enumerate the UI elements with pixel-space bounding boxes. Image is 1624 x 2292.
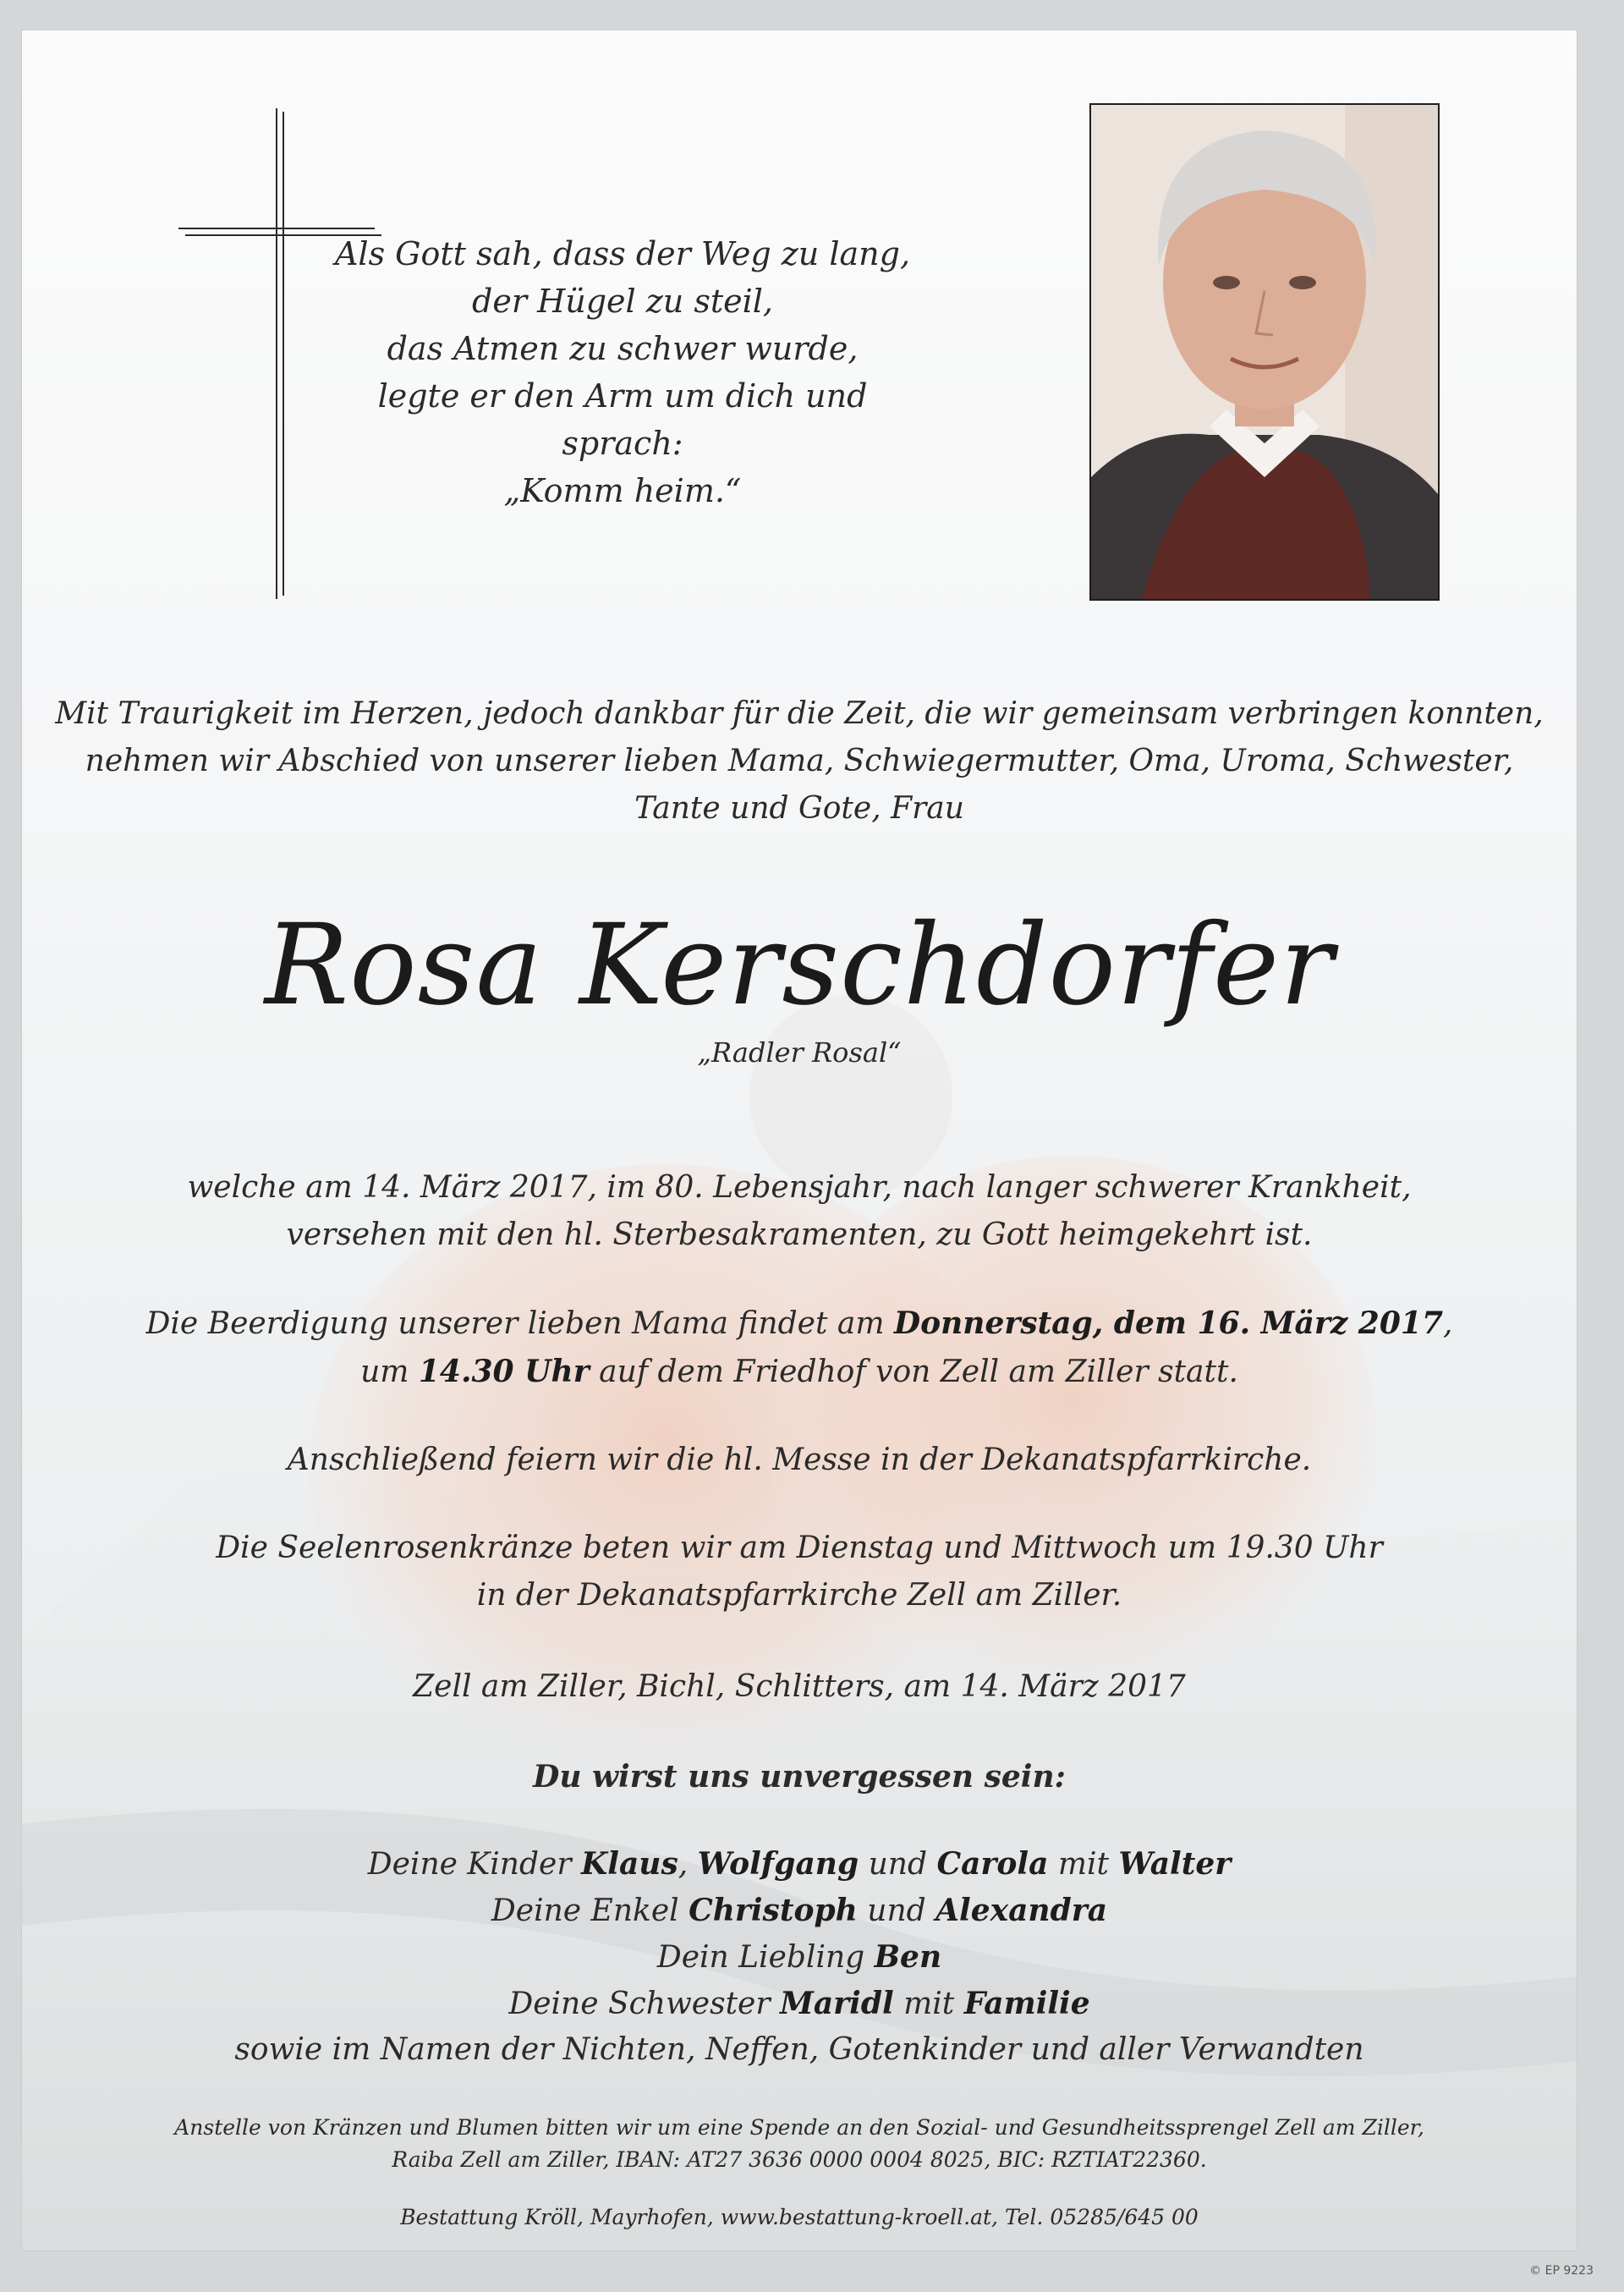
funeral-info <box>22 1300 1577 1396</box>
place-date: Zell am Ziller, Bichl, Schlitters, am 14. März 2017 <box>413 1669 1186 1704</box>
poem-line: legte er den Arm um dich und sprach: <box>377 377 868 462</box>
funeral-time: 14.30 Uhr <box>418 1354 590 1389</box>
rosary-info <box>22 1525 1577 1619</box>
intro-line: Mit Traurigkeit im Herzen, jedoch dankbar für die Zeit, die wir gemeinsam verbringen konnten, <box>55 696 1544 731</box>
donation-line: Raiba Zell am Ziller, IBAN: AT27 3636 0000 0004 8025, BIC: RZTIAT22360. <box>392 2147 1207 2172</box>
death-line: versehen mit den hl. Sterbesakramenten, zu Gott heimgekehrt ist. <box>286 1217 1313 1252</box>
poem-line: „Komm heim.“ <box>503 472 742 509</box>
mourners-line: Deine Schwester Maridl mit Familie <box>508 1986 1090 2021</box>
unforgettable-heading: Du wirst uns unvergessen sein: <box>533 1759 1066 1795</box>
intro-text <box>22 690 1577 833</box>
rosary-line: Die Seelenrosenkränze beten wir am Dienstag und Mittwoch um 19.30 Uhr <box>216 1531 1383 1565</box>
poem-line: Als Gott sah, dass der Weg zu lang, <box>334 235 911 272</box>
mass-info: Anschließend feiern wir die hl. Messe in der Dekanatspfarrkirche. <box>287 1443 1312 1477</box>
mourners-line: Deine Kinder Klaus, Wolfgang und Carola mit Walter <box>367 1846 1232 1882</box>
rosary-line: in der Dekanatspfarrkirche Zell am Ziller. <box>476 1578 1122 1613</box>
nickname: „Radler Rosal“ <box>697 1036 902 1069</box>
donation-note <box>22 2112 1577 2176</box>
intro-line: Tante und Gote, Frau <box>634 791 964 826</box>
poem-line: der Hügel zu steil, <box>472 283 773 320</box>
death-notice <box>22 1164 1577 1259</box>
portrait-photo <box>1089 103 1440 601</box>
obituary-sheet <box>22 30 1577 2251</box>
mourners-list <box>22 1841 1577 2073</box>
copyright-label: © EP 9223 <box>1529 2264 1594 2278</box>
funeral-date: Donnerstag, dem 16. März 2017 <box>893 1305 1443 1341</box>
mourners-line: sowie im Namen der Nichten, Neffen, Gotenkinder und aller Verwandten <box>234 2032 1364 2067</box>
poem-line: das Atmen zu schwer wurde, <box>387 330 859 367</box>
intro-line: nehmen wir Abschied von unserer lieben Mama, Schwiegermutter, Oma, Uroma, Schwester, <box>85 744 1514 778</box>
death-line: welche am 14. März 2017, im 80. Lebensjahr, nach langer schwerer Krankheit, <box>187 1170 1412 1205</box>
undertaker-info: Bestattung Kröll, Mayrhofen, www.bestattung-kroell.at, Tel. 05285/645 00 <box>400 2205 1199 2229</box>
mourners-line: Dein Liebling Ben <box>656 1939 942 1975</box>
deceased-name: Rosa Kerschdorfer <box>264 900 1335 1031</box>
mourners-line: Deine Enkel Christoph und Alexandra <box>491 1893 1108 1928</box>
funeral-line: Die Beerdigung unserer lieben Mama findet am Donnerstag, dem 16. März 2017, <box>145 1305 1453 1341</box>
funeral-line: um 14.30 Uhr auf dem Friedhof von Zell am Ziller statt. <box>360 1354 1238 1389</box>
donation-line: Anstelle von Kränzen und Blumen bitten wir um eine Spende an den Sozial- und Gesundheitssprengel Zell am Ziller, <box>174 2115 1424 2140</box>
poem <box>318 230 927 514</box>
